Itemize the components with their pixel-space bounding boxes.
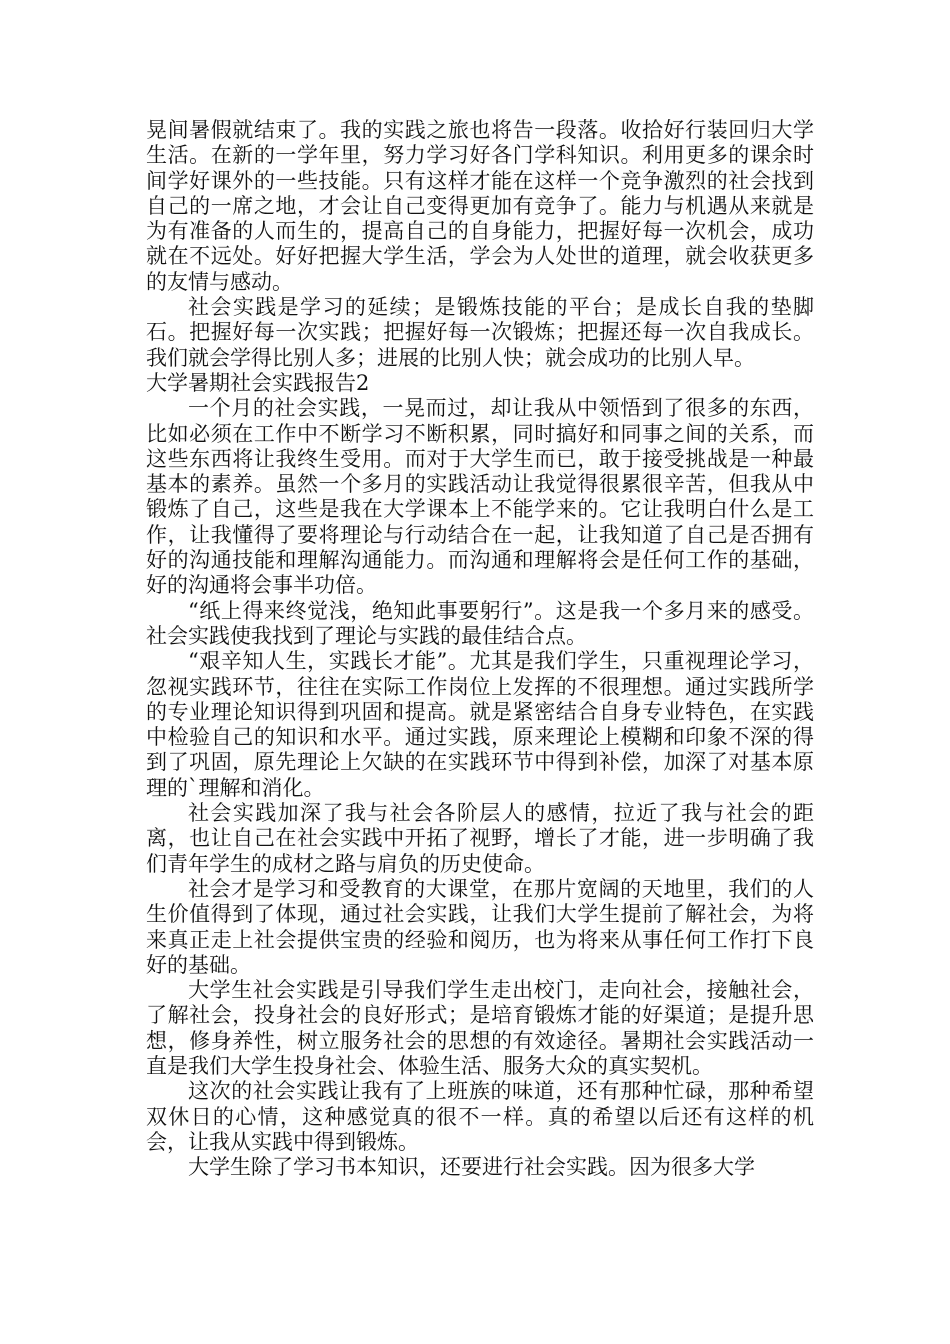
paragraph-5: “艰辛知人生，实践长才能”。尤其是我们学生，只重视理论学习，忽视实践环节，往往在实际工作岗位上发挥的不很理想。通过实践所学的专业理论知识得到巩固和提高。就是紧密结合自身专业特色，在实践中检验自己的知识和水平。通过实践，原来理论上模糊和印象不深的得到了巩固，原先理论上欠缺的在实践环节中得到补偿，加深了对基本原理的`理解和消化。 xyxy=(146,649,814,800)
paragraph-8: 大学生社会实践是引导我们学生走出校门，走向社会，接触社会，了解社会，投身社会的良好形式；是培育锻炼才能的好渠道；是提升思想，修身养性，树立服务社会的思想的有效途径。暑期社会实践活动一直是我们大学生投身社会、体验生活、服务大众的真实契机。 xyxy=(146,978,814,1078)
paragraph-9: 这次的社会实践让我有了上班族的味道，还有那种忙碌，那种希望双休日的心情，这种感觉真的很不一样。真的希望以后还有这样的机会，让我从实践中得到锻炼。 xyxy=(146,1079,814,1154)
paragraph-6: 社会实践加深了我与社会各阶层人的感情，拉近了我与社会的距离，也让自己在社会实践中开拓了视野，增长了才能，进一步明确了我们青年学生的成材之路与肩负的历史使命。 xyxy=(146,801,814,876)
paragraph-10: 大学生除了学习书本知识，还要进行社会实践。因为很多大学 xyxy=(188,1155,755,1180)
document-body xyxy=(146,118,814,1180)
paragraph-7: 社会才是学习和受教育的大课堂，在那片宽阔的天地里，我们的人生价值得到了体现，通过社会实践，让我们大学生提前了解社会，为将来真正走上社会提供宝贵的经验和阅历，也为将来从事任何工作打下良好的基础。 xyxy=(146,876,814,977)
paragraph-1: 晃间暑假就结束了。我的实践之旅也将告一段落。收拾好行装回归大学生活。在新的一学年里，努力学习好各门学科知识。利用更多的课余时间学好课外的一些技能。只有这样才能在这样一个竞争激烈的社会找到自己的一席之地，才会让自己变得更加有竞争了。能力与机遇从来就是为有准备的人而生的，提高自己的自身能力，把握好每一次机会，成功就在不远处。好好把握大学生活，学会为人处世的道理，就会收获更多的友情与感动。 xyxy=(146,118,814,294)
paragraph-2: 社会实践是学习的延续；是锻炼技能的平台；是成长自我的垫脚石。把握好每一次实践；把握好每一次锻炼；把握还每一次自我成长。我们就会学得比别人多；进展的比别人快；就会成功的比别人早。 xyxy=(146,295,814,370)
paragraph-4: “纸上得来终觉浅，绝知此事要躬行”。这是我一个多月来的感受。社会实践使我找到了理论与实践的最佳结合点。 xyxy=(146,598,814,648)
paragraph-3: 一个月的社会实践，一晃而过，却让我从中领悟到了很多的东西，比如必须在工作中不断学习不断积累，同时搞好和同事之间的关系，而这些东西将让我终生受用。而对于大学生而已，敢于接受挑战是一种最基本的素养。虽然一个多月的实践活动让我觉得很累很辛苦，但我从中锻炼了自己，这些是我在大学课本上不能学来的。它让我明白什么是工作，让我懂得了要将理论与行动结合在一起，让我知道了自己是否拥有好的沟通技能和理解沟通能力。而沟通和理解将会是任何工作的基础，好的沟通将会事半功倍。 xyxy=(146,396,814,598)
section-heading: 大学暑期社会实践报告2 xyxy=(146,370,370,395)
